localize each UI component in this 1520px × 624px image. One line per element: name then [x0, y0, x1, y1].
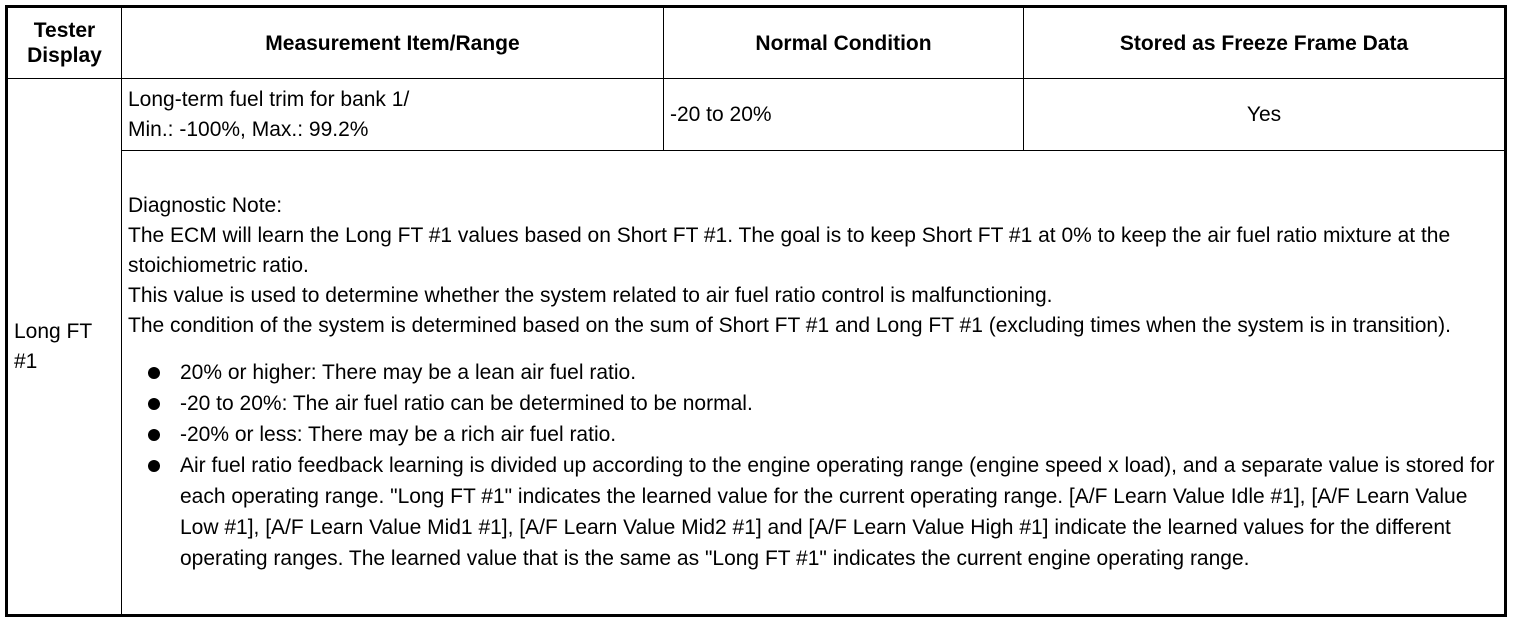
list-item-text: -20 to 20%: The air fuel ratio can be determined to be normal. — [180, 392, 753, 415]
bullet-icon — [148, 398, 160, 410]
header-measurement-item: Measurement Item/Range — [122, 7, 664, 79]
list-item — [148, 450, 1498, 574]
freeze-frame-value: Yes — [1024, 79, 1506, 151]
list-item-text: Air fuel ratio feedback learning is divided up according to the engine operating range (engine speed x load), and a separate value is stored for each operating range. "Long FT #1" indicates the learned value for the current operating range. [A/F Learn Value Idle #1], [A/F Learn Value Low #1], [A/F Learn Value Mid1 #1], [A/F Learn Value Mid2 #1] and [A/F Learn Value High #1] indicate the learned values for the different operating ranges. The learned value that is the same as "Long FT #1" indicates the current engine operating range. — [180, 454, 1495, 570]
measurement-item: Long-term fuel trim for bank 1/ — [128, 87, 410, 111]
list-item — [148, 419, 1498, 450]
data-list-table — [5, 5, 1507, 617]
tester-display-value: Long FT #1 — [14, 319, 92, 373]
tester-display-cell — [7, 79, 122, 616]
note-paragraph: This value is used to determine whether the system related to air fuel ratio control is malfunctioning. — [128, 284, 1053, 307]
diagnostic-note-cell — [122, 151, 1506, 616]
note-title: Diagnostic Note: — [128, 194, 283, 217]
header-freeze-frame: Stored as Freeze Frame Data — [1024, 7, 1506, 79]
note-paragraph: The condition of the system is determined based on the sum of Short FT #1 and Long FT #1 (excluding times when the system is in transition). — [128, 314, 1451, 337]
list-item — [148, 388, 1498, 419]
note-bullet-list — [128, 357, 1498, 574]
header-row — [7, 7, 1506, 79]
list-item-text: 20% or higher: There may be a lean air fuel ratio. — [180, 361, 637, 384]
note-paragraph: The ECM will learn the Long FT #1 values based on Short FT #1. The goal is to keep Short FT #1 at 0% to keep the air fuel ratio mixture at the stoichiometric ratio. — [128, 224, 1451, 277]
list-item — [148, 357, 1498, 388]
list-item-text: -20% or less: There may be a rich air fuel ratio. — [180, 423, 617, 446]
normal-condition-value: -20 to 20% — [664, 79, 1024, 151]
bullet-icon — [148, 429, 160, 441]
bullet-icon — [148, 460, 160, 472]
header-normal-condition: Normal Condition — [664, 7, 1024, 79]
header-tester-display: Tester Display — [7, 7, 122, 79]
measurement-cell — [122, 79, 664, 151]
measurement-range: Min.: -100%, Max.: 99.2% — [128, 117, 369, 141]
table-row — [7, 79, 1506, 151]
note-row — [7, 151, 1506, 616]
bullet-icon — [148, 367, 160, 379]
